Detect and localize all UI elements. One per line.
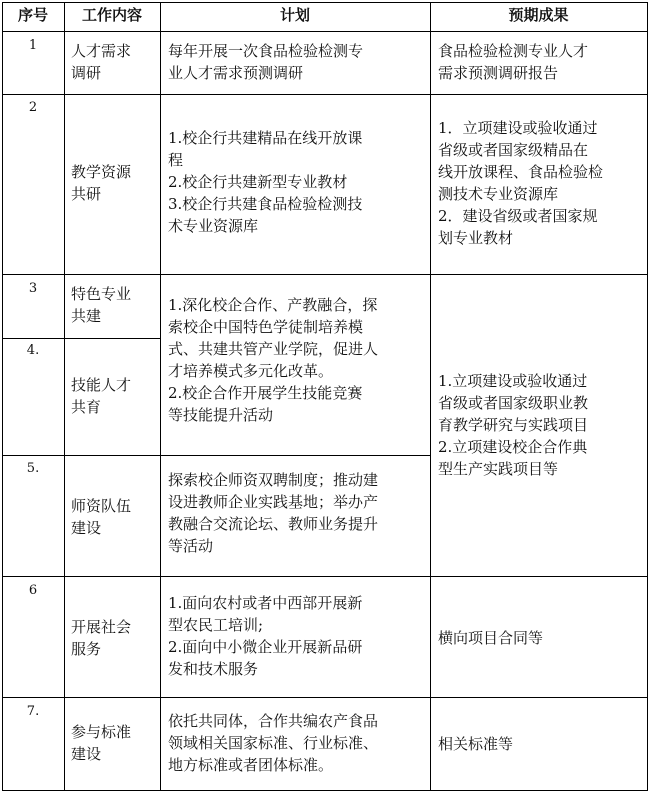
table-border-left (2, 2, 3, 791)
row-divider (2, 274, 648, 275)
column-divider (64, 2, 65, 791)
row-divider (2, 576, 648, 577)
table-border-bottom (2, 790, 648, 791)
outcome-text: 1.立项建设或验收通过 省级或者国家级职业教 育教学研究与实践项目 2.立项建设校企合作典 型生产实践项目等 (438, 372, 589, 478)
row-index: 1 (28, 38, 38, 53)
plan-text: 1.面向农村或者中西部开展新 型农民工培训; 2.面向中小微企业开展新品研 发和技术服务 (168, 594, 363, 678)
outcome-text: 1．立项建设或验收通过 省级或者国家级精品在 线开放课程、食品检验检 测技术专业资源库 2．建设省级或者国家规 划专业教材 (438, 119, 604, 247)
row-divider (2, 31, 648, 32)
plan-text: 依托共同体，合作共编农产食品 领域相关国家标准、行业标准、 地方标准或者团体标准。 (168, 712, 379, 774)
work-item: 教学资源 共研 (71, 163, 132, 203)
column-divider (160, 2, 161, 791)
plan-text: 1.校企行共建精品在线开放课 程 2.校企行共建新型专业教材 3.校企行共建食品检验检测技 术专业资源库 (168, 129, 363, 235)
row-divider (2, 94, 648, 95)
outcome-text: 相关标准等 (438, 735, 514, 753)
row-index: 7. (26, 704, 40, 719)
work-item: 师资队伍 建设 (71, 497, 132, 537)
row-index: 3 (28, 281, 38, 296)
column-divider (430, 2, 431, 791)
plan-text: 探索校企师资双聘制度；推动建 设进教师企业实践基地；举办产 教融合交流论坛、教师业务提升 等活动 (168, 471, 379, 555)
table-border-top (2, 2, 648, 3)
outcome-text: 横向项目合同等 (438, 629, 544, 647)
work-item: 技能人才 共育 (71, 376, 132, 416)
plan-text: 1.深化校企合作、产教融合，探 索校企中国特色学徒制培养模 式、共建共管产业学院，促进人 才培养模式多元化改革。 2.校企合作开展学生技能竞赛 等技能提升活动 (168, 296, 379, 424)
row-divider (2, 697, 648, 698)
row-divider (2, 338, 160, 339)
work-item: 开展社会 服务 (71, 618, 132, 658)
header-work: 工作内容 (81, 6, 142, 24)
plan-text: 每年开展一次食品检验检测专 业人才需求预测调研 (168, 42, 364, 82)
header-outcome: 预期成果 (508, 6, 569, 24)
row-divider (2, 455, 430, 456)
row-index: 5. (26, 461, 40, 476)
work-item: 参与标准 建设 (71, 723, 132, 763)
row-index: 4. (26, 343, 40, 358)
row-index: 6 (28, 583, 38, 598)
row-index: 2 (28, 100, 38, 115)
header-index: 序号 (17, 6, 48, 24)
header-plan: 计划 (279, 6, 310, 24)
work-item: 特色专业 共建 (71, 285, 132, 325)
table-border-right (647, 2, 648, 791)
outcome-text: 食品检验检测专业人才 需求预测调研报告 (438, 42, 589, 82)
work-item: 人才需求 调研 (71, 42, 132, 82)
